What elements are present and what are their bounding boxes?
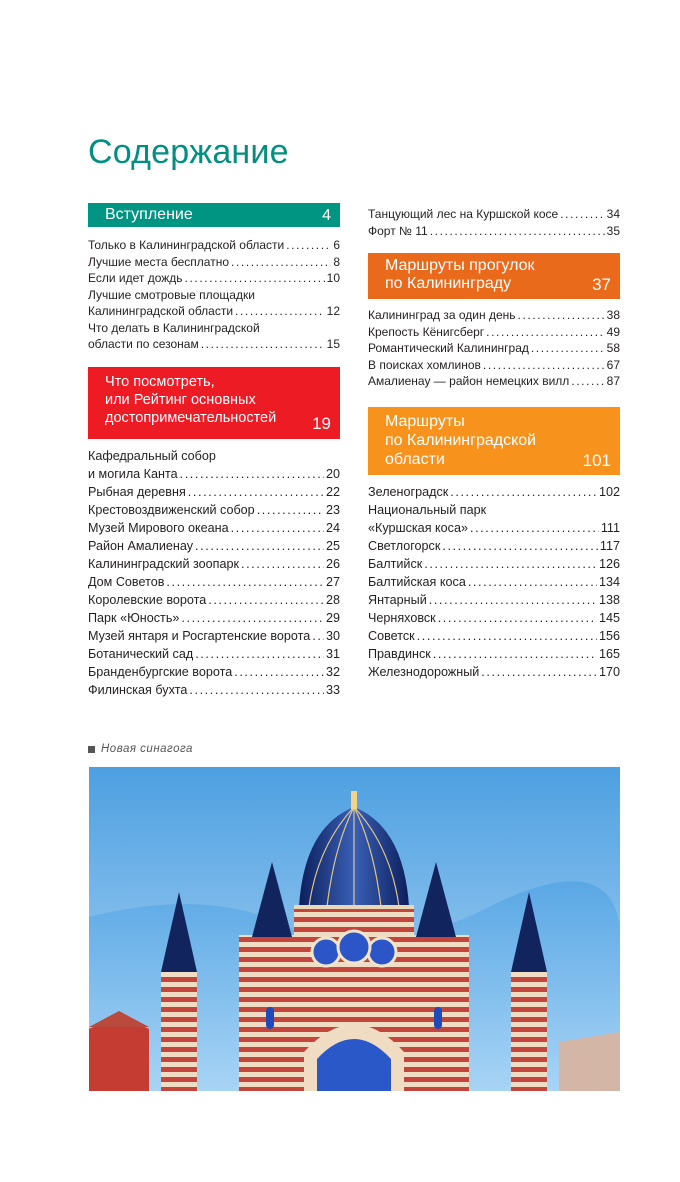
toc-entry-row: [88, 591, 340, 609]
toc-list-city-walks: [368, 307, 620, 390]
toc-entry-title-line: Национальный парк: [368, 502, 487, 517]
toc-entry[interactable]: [368, 501, 620, 537]
dot-leader: [231, 519, 324, 537]
toc-entry-row: [368, 223, 620, 240]
toc-entry-title: Район Амалиенау: [88, 538, 194, 553]
toc-entry-row: [88, 483, 340, 501]
dot-leader: [257, 501, 324, 519]
toc-entry[interactable]: [368, 223, 620, 240]
toc-entry-page: 28: [325, 592, 340, 607]
toc-entry-title: Романтический Калининград: [368, 341, 529, 355]
toc-entry-page: 30: [325, 628, 340, 643]
toc-entry-title: Филинская бухта: [88, 682, 188, 697]
toc-list-continued: [368, 206, 620, 239]
photo-caption: [88, 743, 193, 755]
toc-entry[interactable]: [88, 627, 340, 645]
toc-entry-row: [368, 645, 620, 663]
toc-entry[interactable]: [88, 254, 340, 271]
dot-leader: [531, 340, 605, 357]
caption-text: Новая синагога: [101, 743, 193, 755]
toc-entry-page: 138: [598, 592, 620, 607]
toc-entry[interactable]: [368, 307, 620, 324]
toc-entry-page: 170: [598, 664, 620, 679]
toc-entry-title: Крестовоздвиженский собор: [88, 502, 255, 517]
toc-entry-row: [368, 206, 620, 223]
toc-entry-title: Янтарный: [368, 592, 427, 607]
toc-entry-page: 58: [606, 341, 620, 355]
dot-leader: [468, 573, 597, 591]
section-title-line: Маршруты: [385, 412, 465, 430]
toc-entry-page: 87: [606, 374, 620, 388]
toc-entry-title: Королевские ворота: [88, 592, 207, 607]
toc-entry-row: [88, 681, 340, 699]
toc-entry[interactable]: [88, 591, 340, 609]
toc-entry-title: Балтийск: [368, 556, 423, 571]
toc-entry-row: [88, 609, 340, 627]
toc-entry-page: 156: [598, 628, 620, 643]
dot-leader: [424, 555, 597, 573]
dot-leader: [201, 336, 325, 353]
toc-entry[interactable]: [88, 555, 340, 573]
toc-entry-row: [88, 645, 340, 663]
dot-leader: [180, 465, 324, 483]
dot-leader: [181, 609, 324, 627]
toc-entry-page: 117: [599, 538, 620, 553]
toc-entry-row: [368, 591, 620, 609]
synagogue-photo: [89, 767, 620, 1091]
toc-entry-page: 165: [598, 646, 620, 661]
toc-entry-page: 35: [606, 223, 620, 238]
section-title-line: области: [385, 450, 445, 468]
toc-entry-title: Бранденбургские ворота: [88, 664, 233, 679]
toc-entry-title: Парк «Юность»: [88, 610, 180, 625]
toc-entry-row: [368, 519, 620, 537]
toc-entry[interactable]: [88, 320, 340, 353]
dot-leader: [286, 237, 331, 254]
dot-leader: [166, 573, 324, 591]
dot-leader: [195, 537, 324, 555]
toc-entry-page: 15: [326, 337, 340, 351]
toc-entry-title: Амалиенау — район немецких вилл: [368, 374, 570, 388]
dot-leader: [438, 609, 597, 627]
toc-entry-page: 6: [333, 238, 340, 252]
toc-entry-row: [88, 663, 340, 681]
section-page-number: 4: [322, 207, 331, 224]
dot-leader: [486, 324, 604, 341]
toc-entry-row: [368, 609, 620, 627]
toc-entry-page: 27: [325, 574, 340, 589]
toc-entry-title: Черняховск: [368, 610, 436, 625]
dot-leader: [483, 357, 605, 374]
toc-entry-row: [368, 357, 620, 374]
dot-leader: [185, 270, 325, 287]
section-title-line: Что посмотреть,: [105, 373, 215, 390]
toc-entry[interactable]: [88, 573, 340, 591]
toc-entry-title: Если идет дождь: [88, 271, 183, 285]
section-title-line: Маршруты прогулок: [385, 257, 535, 274]
toc-entry-title: «Куршская коса»: [368, 520, 468, 535]
section-title-lines: [105, 373, 340, 427]
toc-entry-title: Ботанический сад: [88, 646, 194, 661]
toc-entry-row: [368, 573, 620, 591]
toc-list-sights: [88, 447, 340, 699]
toc-entry-title-line: Кафедральный собор: [88, 448, 216, 463]
page-title: Содержание: [88, 132, 289, 171]
toc-entry[interactable]: [88, 681, 340, 699]
section-header-intro[interactable]: [88, 203, 340, 227]
toc-entry-title: Музей Мирового океана: [88, 520, 229, 535]
toc-entry-row: [368, 483, 620, 501]
toc-entry-page: 10: [326, 271, 340, 285]
toc-entry-title: Только в Калининградской области: [88, 238, 285, 252]
toc-entry-page: 145: [598, 610, 620, 625]
toc-entry[interactable]: [368, 483, 620, 501]
toc-entry[interactable]: [88, 645, 340, 663]
dot-leader: [430, 223, 605, 240]
toc-entry-row: [88, 465, 340, 483]
toc-entry-page: 20: [325, 466, 340, 481]
toc-entry[interactable]: [368, 324, 620, 341]
toc-entry[interactable]: [368, 373, 620, 390]
toc-entry-row: [368, 307, 620, 324]
toc-entry-row: [88, 254, 340, 271]
toc-entry-row: [368, 627, 620, 645]
synagogue-illustration: [89, 767, 620, 1091]
toc-entry-title: Форт № 11: [368, 223, 428, 238]
toc-entry[interactable]: [88, 609, 340, 627]
dot-leader: [417, 627, 597, 645]
dot-leader: [188, 483, 324, 501]
toc-entry-title: Светлогорск: [368, 538, 441, 553]
toc-entry-row: [368, 324, 620, 341]
toc-entry-row: [88, 627, 340, 645]
section-header-region-routes[interactable]: [368, 407, 620, 475]
toc-entry-page: 67: [606, 357, 620, 372]
toc-entry-row: [88, 555, 340, 573]
toc-entry[interactable]: [88, 237, 340, 254]
toc-entry-page: 32: [325, 664, 340, 679]
dot-leader: [312, 627, 324, 645]
toc-entry-page: 24: [325, 520, 340, 535]
toc-entry-title: Зеленоградск: [368, 484, 449, 499]
toc-entry-title: Дом Советов: [88, 574, 165, 589]
toc-list-intro: [88, 237, 340, 353]
toc-entry-page: 102: [598, 484, 620, 499]
toc-entry-page: 126: [598, 556, 620, 571]
toc-entry[interactable]: [88, 483, 340, 501]
dot-leader: [208, 591, 324, 609]
toc-entry-page: 38: [606, 308, 620, 322]
section-title-line: Вступление: [105, 206, 193, 223]
section-title-line: достопримечательностей: [105, 409, 277, 426]
section-title-lines: [385, 257, 620, 293]
section-title-line: по Калининграду: [385, 275, 512, 292]
dot-leader: [234, 663, 324, 681]
section-page-number: 37: [592, 275, 611, 294]
dot-leader: [518, 307, 605, 324]
toc-entry-row: [88, 537, 340, 555]
dot-leader: [231, 254, 331, 271]
toc-entry-page: 22: [325, 484, 340, 499]
toc-entry-row: [88, 270, 340, 287]
toc-entry-title: Калининградский зоопарк: [88, 556, 239, 571]
toc-entry[interactable]: [368, 357, 620, 374]
toc-entry[interactable]: [368, 537, 620, 555]
toc-entry-page: 8: [333, 254, 340, 269]
toc-entry-title: Рыбная деревня: [88, 484, 186, 499]
dot-leader: [571, 373, 604, 390]
caption-square-icon: [88, 746, 95, 753]
dot-leader: [429, 591, 597, 609]
toc-entry-row: [368, 663, 620, 681]
toc-entry[interactable]: [368, 609, 620, 627]
toc-entry-row: [88, 303, 340, 320]
toc-entry-row: [368, 537, 620, 555]
toc-entry-title: В поисках хомлинов: [368, 357, 481, 372]
toc-column-left: [88, 203, 340, 699]
toc-entry-row: [88, 237, 340, 254]
toc-entry-title-line: Что делать в Калининградской: [88, 320, 260, 335]
toc-entry[interactable]: [368, 573, 620, 591]
toc-entry-title: области по сезонам: [88, 337, 199, 351]
toc-entry-title: Крепость Кёнигсберг: [368, 324, 485, 339]
toc-entry-row: [368, 373, 620, 390]
toc-entry-row: [88, 501, 340, 519]
toc-entry-row: [88, 519, 340, 537]
toc-list-region-routes: [368, 483, 620, 681]
dot-leader: [189, 681, 324, 699]
toc-column-right: [368, 203, 620, 681]
toc-entry[interactable]: [88, 501, 340, 519]
dot-leader: [560, 206, 604, 223]
section-title-line: или Рейтинг основных: [105, 391, 256, 408]
toc-entry-title: Правдинск: [368, 646, 431, 661]
toc-entry-page: 12: [326, 304, 340, 318]
toc-entry[interactable]: [88, 287, 340, 320]
toc-entry-title: Лучшие места бесплатно: [88, 254, 230, 269]
toc-entry-title: Калининград за один день: [368, 308, 516, 322]
toc-entry[interactable]: [88, 519, 340, 537]
toc-entry[interactable]: [368, 663, 620, 681]
toc-entry[interactable]: [368, 591, 620, 609]
dot-leader: [470, 519, 599, 537]
toc-entry[interactable]: [368, 206, 620, 223]
toc-entry-row: [368, 340, 620, 357]
toc-entry-title: Музей янтаря и Росгартенские ворота: [88, 628, 311, 643]
toc-entry[interactable]: [368, 645, 620, 663]
section-title-lines: [105, 206, 340, 224]
toc-entry[interactable]: [88, 270, 340, 287]
toc-entry-page: 23: [325, 502, 340, 517]
toc-entry[interactable]: [88, 447, 340, 483]
section-title-line: по Калининградской: [385, 431, 537, 449]
dot-leader: [442, 537, 598, 555]
toc-entry[interactable]: [368, 340, 620, 357]
toc-entry-title: Советск: [368, 628, 415, 643]
section-header-sights[interactable]: [88, 367, 340, 439]
toc-entry-title: Танцующий лес на Куршской косе: [368, 207, 559, 221]
dot-leader: [195, 645, 324, 663]
toc-entry-page: 31: [325, 646, 340, 661]
section-header-city-walks[interactable]: [368, 253, 620, 299]
toc-entry-page: 49: [606, 324, 620, 339]
toc-entry[interactable]: [88, 537, 340, 555]
toc-entry-title: Калининградской области: [88, 304, 234, 318]
toc-entry-page: 111: [600, 520, 620, 535]
toc-entry-title-line: Лучшие смотровые площадки: [88, 287, 255, 302]
toc-entry[interactable]: [368, 555, 620, 573]
dot-leader: [433, 645, 597, 663]
dot-leader: [241, 555, 324, 573]
toc-entry-page: 34: [606, 207, 620, 221]
toc-entry-row: [88, 573, 340, 591]
toc-entry[interactable]: [88, 663, 340, 681]
section-page-number: 19: [312, 413, 331, 433]
dot-leader: [235, 303, 325, 320]
toc-entry-row: [368, 555, 620, 573]
toc-entry-title: Железнодорожный: [368, 664, 480, 679]
toc-entry-row: [88, 336, 340, 353]
dot-leader: [450, 483, 597, 501]
section-page-number: 101: [582, 450, 611, 470]
toc-entry-title: и могила Канта: [88, 466, 178, 481]
toc-entry-page: 33: [325, 682, 340, 697]
toc-entry-page: 134: [598, 574, 620, 589]
toc-entry-page: 29: [325, 610, 340, 625]
toc-entry[interactable]: [368, 627, 620, 645]
dot-leader: [481, 663, 597, 681]
toc-entry-page: 25: [325, 538, 340, 553]
toc-entry-page: 26: [325, 556, 340, 571]
toc-entry-title: Балтийская коса: [368, 574, 466, 589]
